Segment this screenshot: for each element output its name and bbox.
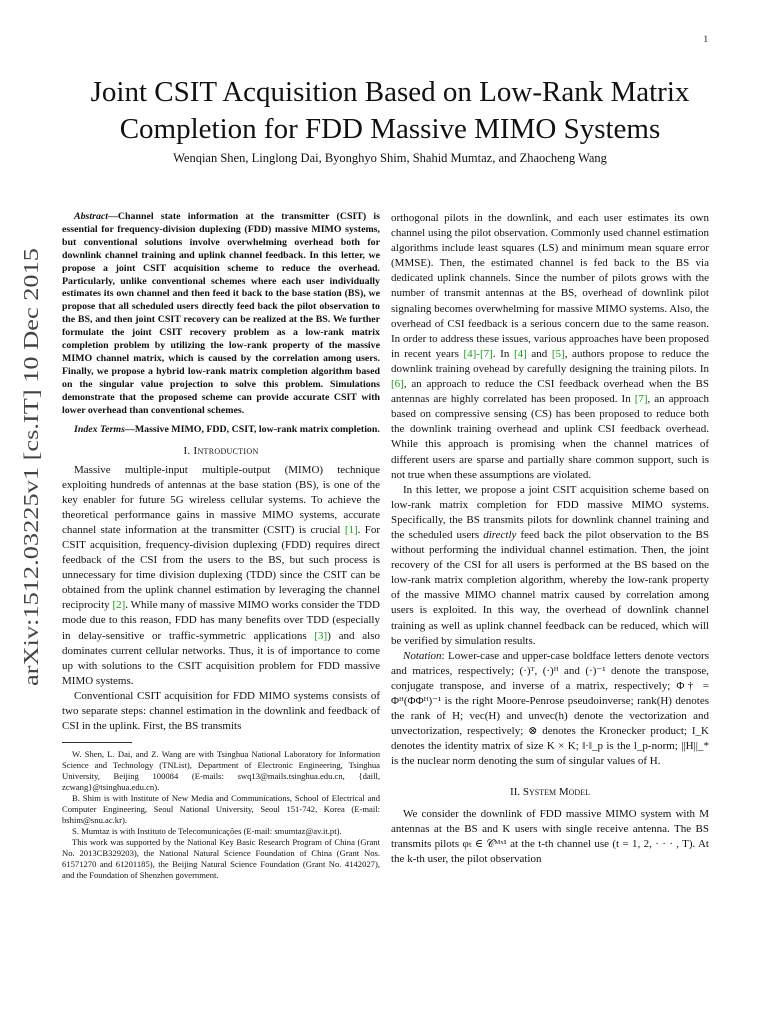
index-terms-body: —Massive MIMO, FDD, CSIT, low-rank matrix completion. bbox=[124, 423, 380, 435]
footnote-affiliation-1: W. Shen, L. Dai, and Z. Wang are with Tsinghua National Laboratory for Information Science and Technology (TNList), Department of Electronic Engineering, Tsinghua University, Beijing 100084 (E-mails: swq13@mails.tsinghua.edu.cn, {daill, zcwang}@tsinghua.edu.cn). bbox=[62, 749, 380, 793]
text-run: orthogonal pilots in the downlink, and each user estimates its own channel using the pilot observation. Commonly used channel estimation algorithms include least squares (LS) and minimum mean square error (MMSE). Then, the estimated channel is fed back to the BS via dedicated uplink channels. Since the number of pilots grows with the number of transmit antennas at the BS, overhead of downlink pilot signaling becomes overwhelming for massive MIMO systems. Also, the overhead of CSI feedback is a serious concern due to the same reason. In order to address these issues, various approaches have been proposed in recent years bbox=[391, 212, 709, 360]
footnote-funding: This work was supported by the National Key Basic Research Program of China (Grant No. 2013CB329203), the National Natural Science Foundation of China (Grant Nos. 61571270 and 61201185), the Beijing Natural Science Foundation (Grant No. 4142027), and the Foundation of Shenzhen government. bbox=[62, 837, 380, 881]
abstract-lead: Abstract bbox=[74, 211, 109, 222]
right-column bbox=[391, 211, 709, 867]
paper-title bbox=[40, 74, 740, 148]
intro-paragraph-2: Conventional CSIT acquisition for FDD MIMO systems consists of two separate steps: channel estimation in the downlink and feedback of CSI in the uplink. First, the BS transmits bbox=[62, 689, 380, 733]
page-number: 1 bbox=[703, 34, 708, 44]
arxiv-stamp-text: arXiv:1512.03225v1 [cs.IT] 10 Dec 2015 bbox=[19, 328, 43, 686]
intro-paragraph-3 bbox=[391, 211, 709, 483]
text-run: . While many of massive MIMO works consider the TDD mode due to this reason, FDD has many benefits over TDD (especially in delay-sensitive or traffic-symmetric applications bbox=[62, 599, 380, 642]
text-run: . In bbox=[492, 347, 514, 360]
author-list: Wenqian Shen, Linglong Dai, Byonghyo Shim, Shahid Mumtaz, and Zhaocheng Wang bbox=[173, 151, 607, 165]
arxiv-stamp bbox=[18, 246, 44, 686]
citation-link[interactable]: [4]-[7] bbox=[463, 347, 493, 360]
arxiv-stamp-graphic bbox=[18, 246, 44, 686]
citation-link[interactable]: [6] bbox=[391, 378, 404, 391]
section-heading-introduction bbox=[62, 444, 380, 459]
index-terms bbox=[62, 424, 380, 437]
emphasis: directly bbox=[483, 528, 517, 541]
section-number: II. bbox=[510, 786, 523, 799]
footnote-affiliation-2: B. Shim is with Institute of New Media and Communications, School of Electrical and Computer Engineering, Seoul National University, Seoul 151-742, Korea (E-mail: bshim@snu.ac.kr). bbox=[62, 793, 380, 826]
text-run: , authors propose to reduce the downlink training ovehead by carefully designing the training pilots. In bbox=[391, 347, 710, 375]
index-terms-lead: Index Terms bbox=[74, 423, 125, 435]
text-run: Massive multiple-input multiple-output (MIMO) technique exploiting hundreds of antennas at the base station (BS), is one of the key enabler for future 5G wireless cellular systems. To achieve the theoretical performance gains in massive MIMO systems, accurate channel state information at the transmitter (CSIT) is crucial bbox=[62, 463, 380, 536]
abstract-body: —Channel state information at the transmitter (CSIT) is essential for frequency-division duplexing (FDD) massive MIMO systems, but conventional solutions involve overwhelming overhead both for downlink channel training and uplink channel feedback. In this letter, we propose a joint CSIT acquisition scheme to reduce the overhead. Particularly, unlike conventional schemes where each user individually estimates its own channel and then feed it back to the base station (BS), we propose that all scheduled users directly feed back the pilot observation to the BS, and then joint CSIT recovery can be realized at the BS. We further formulate the joint CSIT recovery problem as a low-rank matrix completion problem by utilizing the low-rank property of the massive MIMO channel matrix, which is caused by the correlation among users. Finally, we propose a hybrid low-rank matrix completion algorithm based on the singular value projection to solve this problem. Simulations demonstrate that the proposed scheme can provide accurate CSIT with lower overhead than conventional schemes. bbox=[62, 211, 380, 416]
section-number: I. bbox=[183, 445, 194, 458]
text-run: , an approach based on compressive sensing (CS) has been proposed to reduce both the downlink training overhead and uplink CSI feedback overhead. While this approach is promising when the channel matrices of different users are sparse and partially share common support, such is not true when these assumptions are violated. bbox=[391, 393, 709, 481]
section-title: Introduction bbox=[193, 445, 259, 458]
citation-link[interactable]: [1] bbox=[344, 523, 358, 536]
title-line-1: Joint CSIT Acquisition Based on Low-Rank Matrix bbox=[90, 76, 690, 108]
section-title: System Model bbox=[522, 786, 590, 799]
intro-paragraph-4 bbox=[391, 483, 709, 649]
section-heading-system-model bbox=[391, 785, 709, 800]
notation-lead: Notation bbox=[403, 649, 442, 662]
citation-link[interactable]: [2] bbox=[112, 599, 126, 612]
text-run: ) and also dominates current cellular networks. Thus, it is of importance to come up with solutions to the CSIT acquisition problem for FDD massive MIMO systems. bbox=[62, 629, 380, 687]
footnote-divider bbox=[62, 742, 132, 743]
system-model-paragraph-1: We consider the downlink of FDD massive MIMO system with M antennas at the BS and K users with single receive antenna. The BS transmits pilots φₜ ∈ 𝒞ᴹˣ¹ at the t-th channel use (t = 1, 2, · · · , T). At the k-th user, the pilot observation bbox=[391, 807, 709, 865]
citation-link[interactable]: [4] bbox=[513, 347, 527, 360]
citation-link[interactable]: [7] bbox=[634, 393, 648, 406]
text-run: . For CSIT acquisition, frequency-division duplexing (FDD) requires direct feedback of the CSI from the users to the BS, but such process is unnecessary for time division duplexing (TDD) since the CSIT can be obtained from the uplink channel estimation by leveraging the channel reciprocity bbox=[62, 523, 381, 612]
text-run: and bbox=[526, 347, 552, 360]
title-line-2: Completion for FDD Massive MIMO Systems bbox=[119, 113, 661, 145]
left-column bbox=[62, 211, 380, 881]
text-run: feed back the pilot observation to the BS without performing the individual channel estimation. Then, the joint recovery of the CSI for all users is performed at the BS based on the low-rank matrix completion algorithm, whereby the low-rank property of the massive MIMO channel matrix caused by correlation among users is exploited. In this way, the overhead of downlink channel training as well as uplink channel feedback can be reduced, which will be verified by simulation results. bbox=[391, 528, 709, 647]
abstract bbox=[62, 211, 380, 418]
text-run: , an approach to reduce the CSI feedback overhead when the BS antennas are highly correlated has been proposed. In bbox=[391, 378, 709, 406]
intro-paragraph-1 bbox=[62, 463, 380, 689]
footnote-affiliation-3: S. Mumtaz is with Instituto de Telecomunicações (E-mail: smumtaz@av.it.pt). bbox=[72, 826, 342, 837]
notation-body: : Lower-case and upper-case boldface letters denote vectors and matrices, respectively; (·)ᵀ, (·)ᴴ and (·)⁻¹ denote the transpose, conjugate transpose, and inverse of a matrix, respectively; Φ† = Φᴴ(ΦΦᴴ)⁻¹ is the right Moore-Penrose pseudoinverse; rank(H) denotes the rank of H; vec(H) and unvec(h) denote the vectorization and unvectorization, respectively; ⊗ denotes the Kronecker product; I_K denotes the identity matrix of size K × K; ‖·‖_p is the l_p-norm; ||H||_* is the nuclear norm denoting the sum of singular values of H. bbox=[391, 649, 709, 768]
citation-link[interactable]: [5] bbox=[551, 347, 565, 360]
notation-paragraph bbox=[391, 649, 709, 770]
text-run: In this letter, we propose a joint CSIT acquisition scheme based on low-rank matrix completion for FDD massive MIMO systems. Specifically, the BS transmits pilots for downlink channel training and the scheduled users bbox=[391, 483, 709, 541]
citation-link[interactable]: [3] bbox=[314, 629, 328, 642]
